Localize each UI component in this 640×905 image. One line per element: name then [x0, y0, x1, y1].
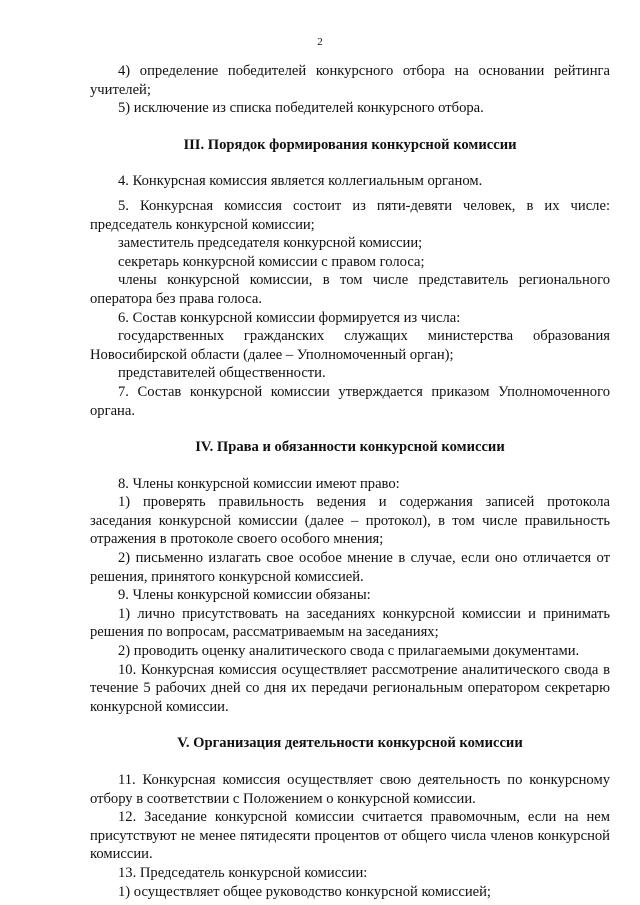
- paragraph: 6. Состав конкурсной комиссии формируется из числа:: [118, 309, 461, 326]
- paragraph: 5. Конкурсная комиссия состоит из пяти-девяти человек, в их числе: председатель конкурсной комиссии;: [90, 197, 610, 233]
- paragraph: секретарь конкурсной комиссии с правом голоса;: [118, 253, 425, 270]
- paragraph: 2) письменно излагать свое особое мнение в случае, если оно отличается от решения, принятого конкурсной комиссией.: [90, 550, 610, 585]
- page-number: 2: [317, 36, 323, 48]
- paragraph: 2) проводить оценку аналитического свода с прилагаемыми документами.: [118, 643, 580, 660]
- paragraph: 1) осуществляет общее руководство конкурсной комиссией;: [118, 883, 491, 900]
- paragraph: 9. Члены конкурсной комиссии обязаны:: [118, 587, 371, 604]
- paragraph: заместитель председателя конкурсной комиссии;: [118, 235, 423, 252]
- paragraph: 1) лично присутствовать на заседаниях конкурсной комиссии и принимать решения по вопросам, рассматриваемым на заседаниях;: [90, 605, 610, 641]
- document-body: [90, 62, 610, 901]
- paragraph: 13. Председатель конкурсной комиссии:: [118, 864, 368, 881]
- paragraph: 10. Конкурсная комиссия осуществляет рассмотрение аналитического свода в течение 5 рабочих дней со дня их передачи региональным оператором секретарю конкурсной комиссии.: [90, 661, 610, 715]
- section-heading: V. Организация деятельности конкурсной комиссии: [177, 735, 523, 752]
- paragraph: 1) проверять правильность ведения и содержания записей протокола заседания конкурсной комиссии (далее – протокол), в том числе правильность отражения в протоколе своего особого мнения;: [90, 494, 610, 548]
- paragraph: государственных гражданских служащих министерства образования Новосибирской области (далее – Уполномоченный орган);: [90, 328, 610, 363]
- paragraph: 4) определение победителей конкурсного отбора на основании рейтинга учителей;: [90, 63, 610, 98]
- paragraph: 5) исключение из списка победителей конкурсного отбора.: [118, 100, 484, 117]
- section-heading: III. Порядок формирования конкурсной комиссии: [183, 136, 517, 153]
- paragraph: представителей общественности.: [118, 365, 326, 382]
- paragraph: 12. Заседание конкурсной комиссии считается правомочным, если на нем присутствуют не менее пятидесяти процентов от общего числа членов конкурсной комиссии.: [90, 809, 610, 863]
- paragraph: 11. Конкурсная комиссия осуществляет свою деятельность по конкурсному отбору в соответствии с Положением о конкурсной комиссии.: [90, 772, 610, 807]
- paragraph: члены конкурсной комиссии, в том числе представитель регионального оператора без права голоса.: [90, 272, 610, 307]
- paragraph: 7. Состав конкурсной комиссии утверждается приказом Уполномоченного органа.: [90, 383, 610, 419]
- paragraph: 8. Члены конкурсной комиссии имеют право:: [118, 475, 400, 492]
- paragraph: 4. Конкурсная комиссия является коллегиальным органом.: [118, 173, 483, 190]
- section-heading: IV. Права и обязанности конкурсной комиссии: [195, 439, 505, 456]
